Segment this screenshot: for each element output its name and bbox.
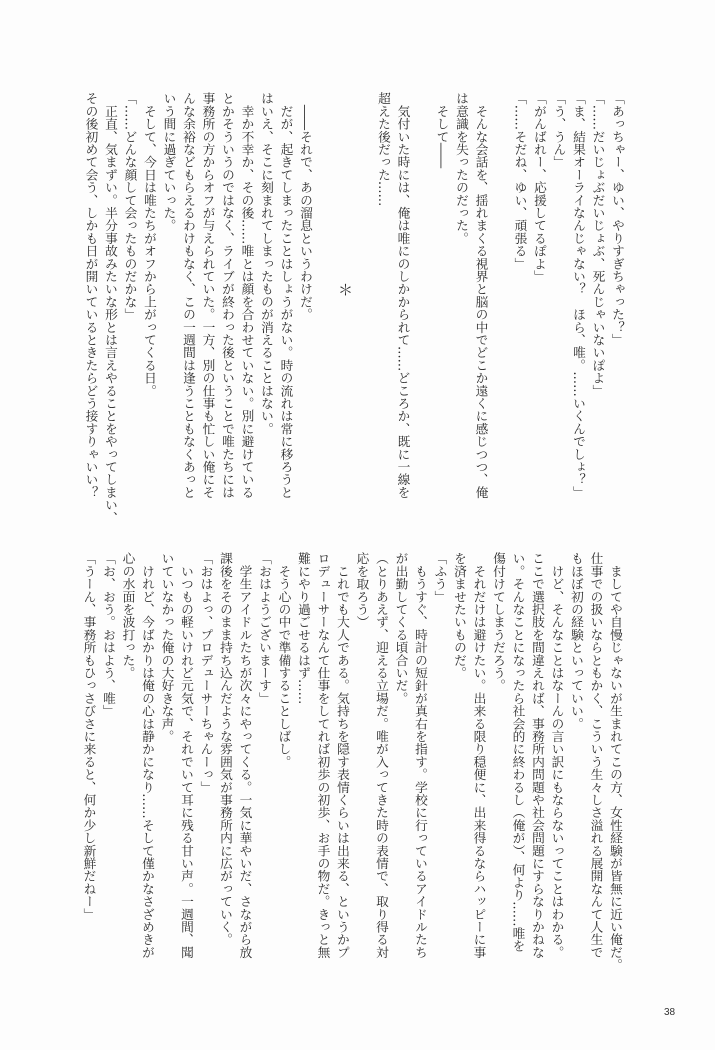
text-line — [491, 92, 511, 522]
text-line: ――それで、あの溜息というわけだ。 — [298, 92, 313, 321]
text-line: 「ふう」 — [432, 552, 448, 603]
text-line — [413, 92, 433, 522]
text-line: もほぼ初の経験といっていい。 — [569, 552, 584, 730]
text-line: を済ませたいものだ。 — [452, 552, 467, 679]
text-line: 難にやり過ごせるはず…… — [296, 552, 311, 705]
text-line: が出勤してくる頃合いだ。 — [393, 552, 409, 705]
text-line: 学生アイドルたちが次々にやってくる。一気に華やいだ、さながら放 — [237, 552, 253, 959]
text-line: けど、そんなことはなーんの言い訳にもならないってことはわかる。 — [549, 552, 565, 959]
section-break-asterisk: ＊ — [336, 282, 354, 297]
text-line: 応を取ろう） — [354, 552, 370, 629]
text-line: 「う、うん」 — [551, 92, 567, 169]
text-line: これでも大人である。気持ちを隠す表情くらいは出来る、というかプ — [335, 552, 350, 959]
text-line: は意識を失ったのだった。 — [454, 92, 469, 245]
text-line: そして、今日は唯たちがオフから上がってくる日。 — [142, 92, 157, 397]
text-block-top — [81, 92, 627, 522]
text-line: 「がんばれー、応援してるぽよ」 — [532, 92, 547, 283]
text-line: 「おはよっ、プロデューサーちゃんーっ」 — [198, 552, 214, 794]
text-block-bottom — [79, 552, 625, 982]
text-line: そして―― — [434, 92, 450, 169]
text-line: そう心の中で準備することしばし。 — [276, 552, 292, 768]
text-line: それだけは避けたい。出来る限り穏便に、出来得るならハッピーに事 — [471, 552, 487, 959]
text-line: 「あっちゃー、ゆい、やりすぎちゃった？」 — [610, 92, 625, 346]
text-line: もうすぐ、時計の短針が真右を指す。学校に行っているアイドルたち — [413, 552, 428, 959]
text-line: 超えた後だった…… — [376, 92, 391, 207]
text-line: 「……だいじょぶだいじょぶ、死んじゃいないぽよ」 — [590, 92, 606, 397]
text-line: はいえ、そこに刻まれてしまったものが消えることはない。 — [259, 92, 274, 435]
text-line: いていなかった俺の大好きな声。 — [159, 552, 175, 743]
text-line — [315, 92, 335, 522]
text-line: ロデューサーなんて仕事をしてれば初歩の初歩、お手の物だ。きっと無 — [315, 552, 331, 959]
text-line: い。そんなことになったら社会的に終わるし（俺が）、何より……唯を — [510, 552, 526, 953]
text-line: ましてや自慢じゃないが生まれてこの方、女性経験が皆無に近い俺だ。 — [608, 552, 623, 972]
text-line: いつもの軽いけれど元気で、それでいて耳に残る甘い声。一週間、聞 — [179, 552, 194, 959]
text-line: 「……どんな顔して会ったものだかな」 — [122, 92, 138, 321]
text-line: とかそういうのではなく、ライブが終わった後ということで唯たちには — [220, 92, 235, 499]
text-line: 「ま、結果オーライなんじゃない？ ほら、唯。……いくんでしょ？」 — [571, 92, 586, 499]
text-line: （とりあえず、迎える立場だ。唯が入ってきた時の表情で、取り得る対 — [374, 552, 389, 959]
text-line: その後初めて会う、しかも日が開いているときたらどう接すりゃいい？ — [83, 92, 99, 499]
text-line: んな余裕などもらえるわけもなく、この一週間は逢うこともなくあっと — [181, 92, 196, 499]
text-line: そんな会話を、揺れまくる視界と脳の中でどこか遠くに感じつつ、俺 — [473, 92, 489, 499]
page-number: 38 — [664, 1007, 676, 1018]
text-line: ここで選択肢を間違えれば、事務所内問題や社会問題にすらなりかねな — [530, 552, 545, 959]
text-line: けれど、今ばかりは俺の心は静かになり……そして僅かなさざめきが — [140, 552, 155, 959]
text-line: 心の水面を波打った。 — [120, 552, 136, 679]
text-line: 「お、おう。おはよう、唯」 — [101, 552, 116, 718]
text-line: だが、起きてしまったことはしょうがない。時の流れは常に移ろうと — [278, 92, 294, 499]
text-line: 気付いた時には、俺は唯にのしかかられて……どころか、既に一線を — [395, 92, 411, 499]
text-line: 傷付けてしまうだろう。 — [491, 552, 506, 692]
text-line: 事務所の方からオフが与えられていた。一方、別の仕事も忙しい俺にそ — [200, 92, 216, 499]
text-line: 「……そだね、ゆい、頑張る」 — [512, 92, 528, 270]
text-line: 幸か不幸か、その後……唯とは顔を合わせていない。別に避けている — [239, 92, 255, 499]
text-line: 仕事での扱いならともかく、こういう生々しさ溢れる展開なんて人生で — [588, 552, 604, 959]
text-line: 「うーん、事務所もひっさびさに来ると、何か少し新鮮だねー」 — [81, 552, 97, 921]
text-line — [354, 92, 374, 522]
text-line: 正直、気まずい。半分事故みたいな形とは言えやることをやってしまい、 — [103, 92, 118, 524]
text-line: いう間に過ぎていった。 — [161, 92, 177, 232]
text-line: 課後をそのまま持ち込んだような雰囲気が事務所内に広がっていく。 — [218, 552, 233, 946]
text-line: 「おはようございまーす」 — [257, 552, 272, 705]
